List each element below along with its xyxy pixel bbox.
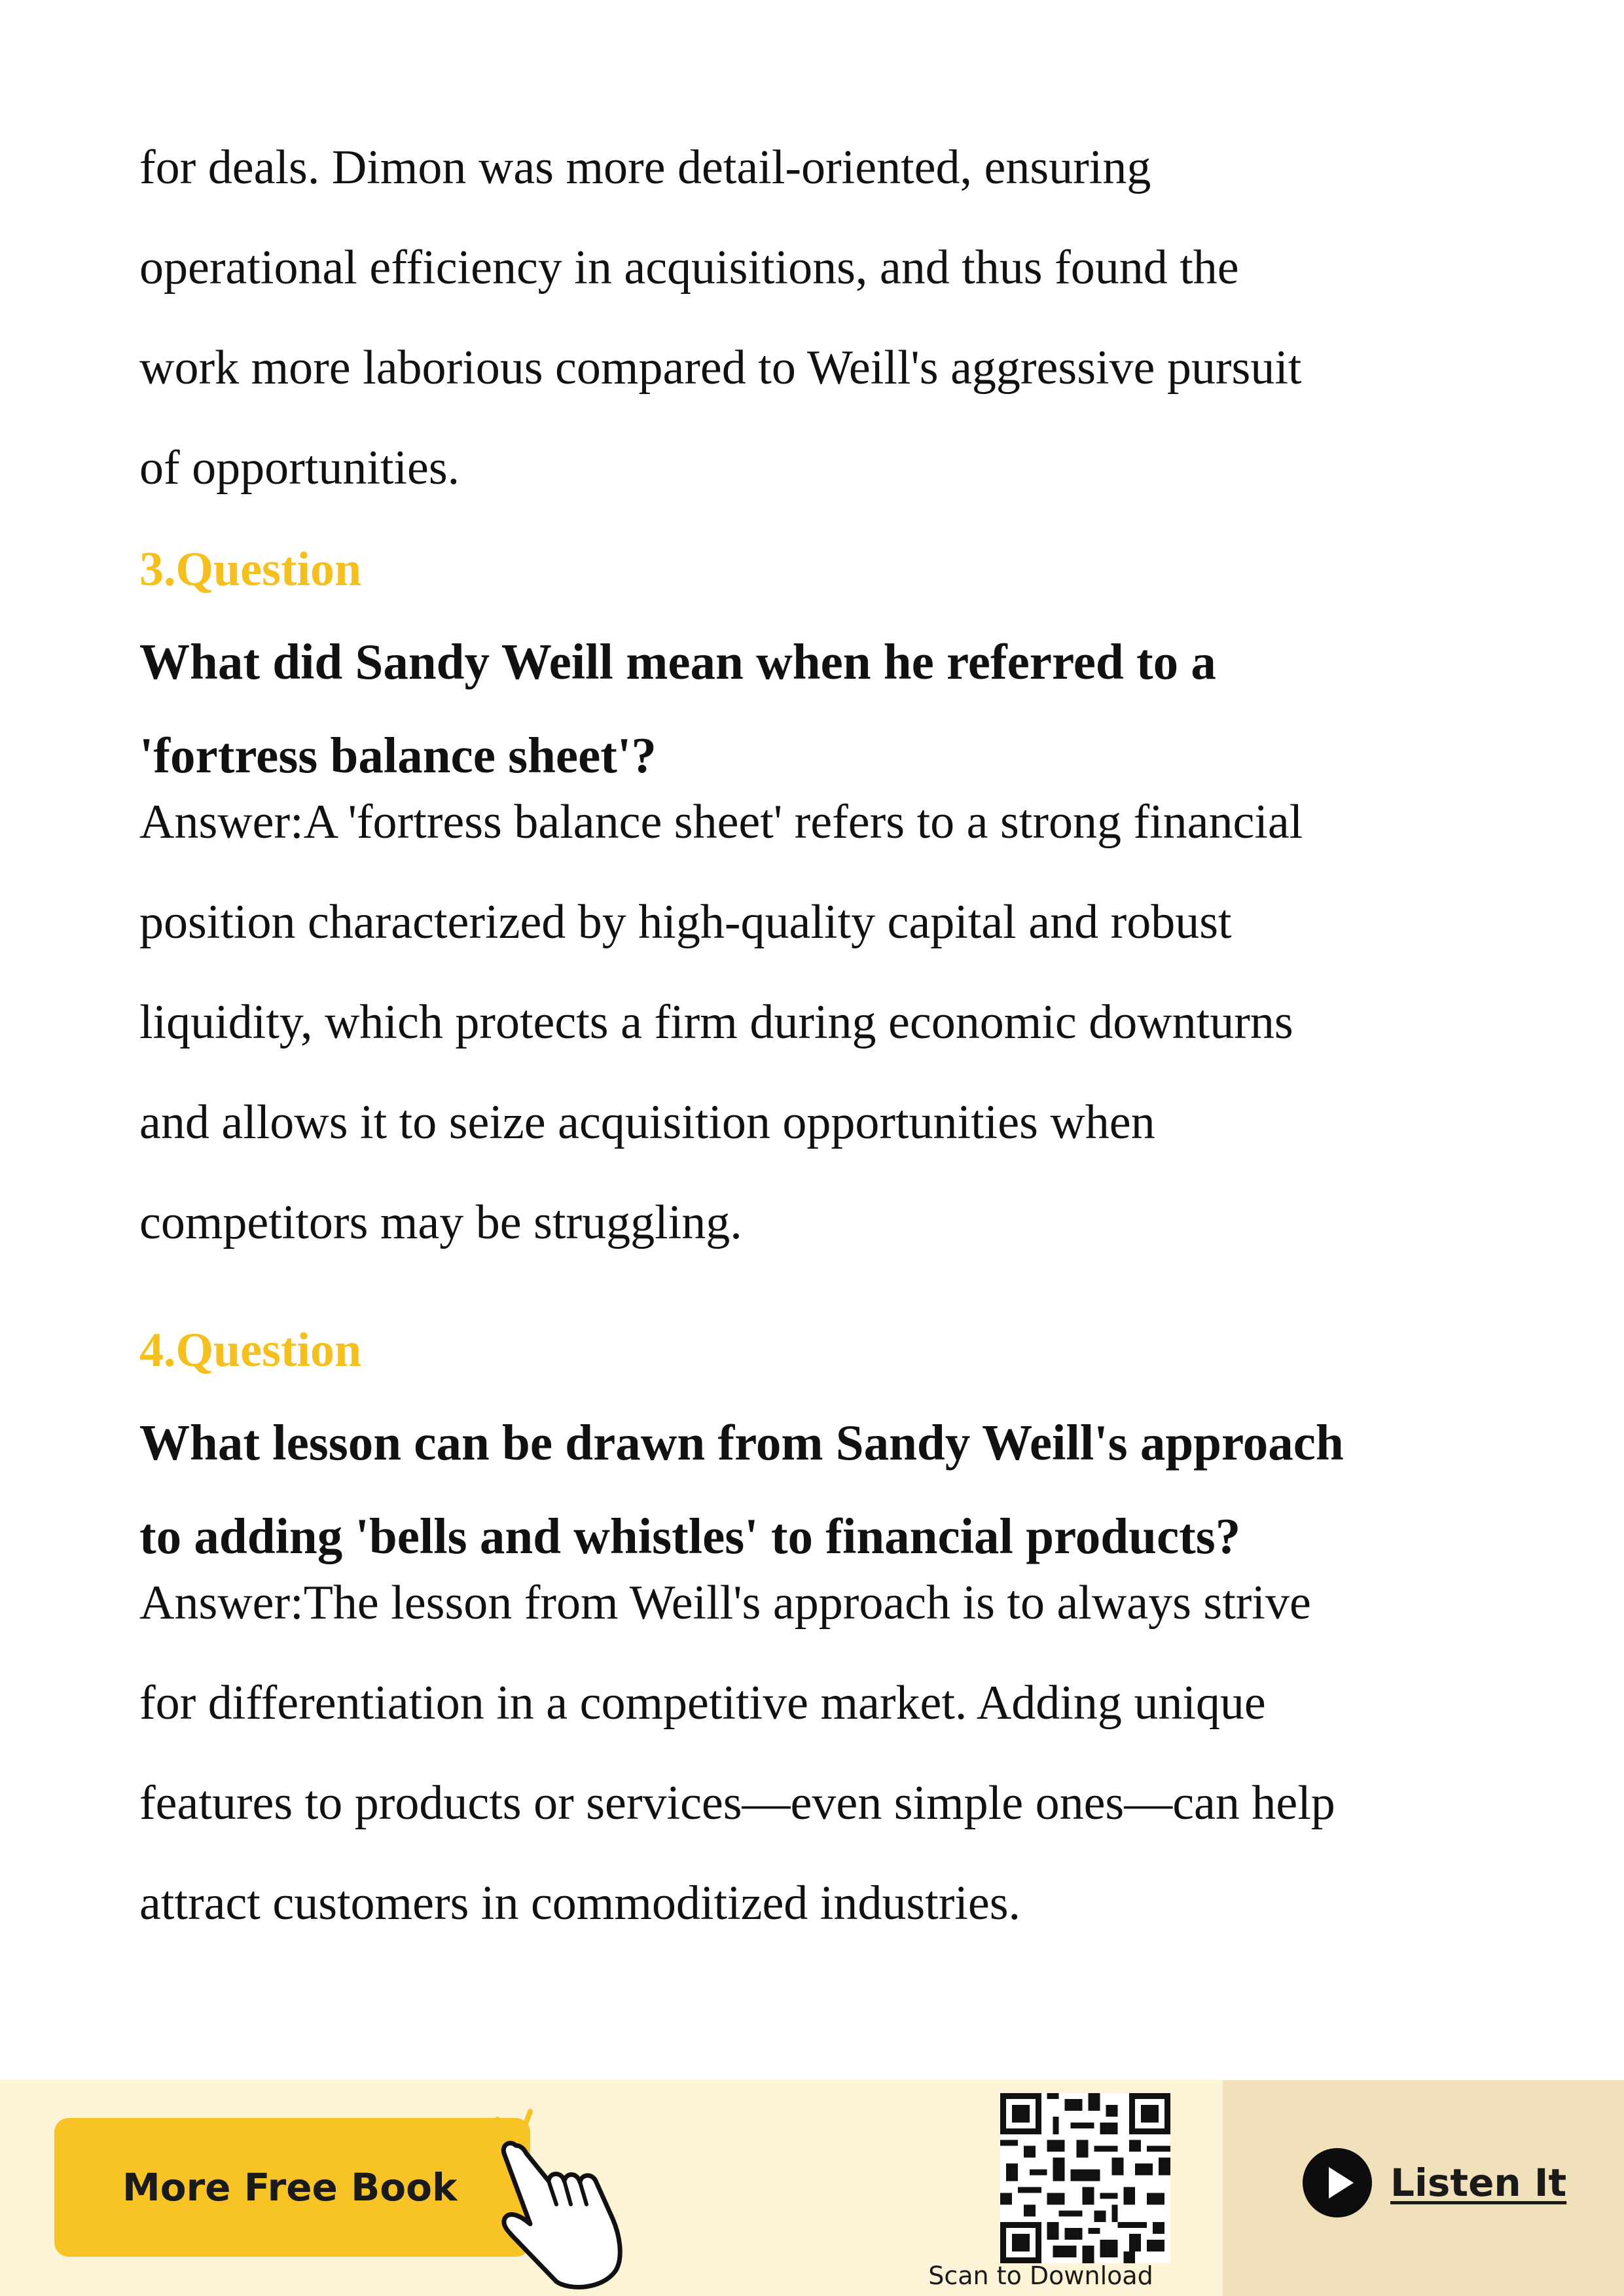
scan-to-download-label: Scan to Download [928, 2261, 1153, 2290]
hand-pointer-icon [458, 2100, 628, 2296]
listen-it-button[interactable] [1303, 2147, 1566, 2219]
text-line: operational efficiency in acquisitions, and thus found the [139, 241, 1239, 295]
question-block-3 [139, 537, 1514, 1273]
question-label: 4.Question [139, 1323, 362, 1377]
answer-line: position characterized by high-quality capital and robust [139, 895, 1232, 949]
answer-line: for differentiation in a competitive market. Adding unique [139, 1676, 1266, 1730]
answer-line: competitors may be struggling. [139, 1196, 742, 1249]
question-text: to adding 'bells and whistles' to financial products? [139, 1508, 1241, 1564]
answer-line: liquidity, which protects a firm during economic downturns [139, 996, 1293, 1049]
question-text: 'fortress balance sheet'? [139, 727, 657, 783]
question-label: 3.Question [139, 543, 362, 596]
question-text: What did Sandy Weill mean when he referred to a [139, 634, 1216, 690]
question-text: What lesson can be drawn from Sandy Weill's approach [139, 1414, 1344, 1471]
answer-line: Answer:A 'fortress balance sheet' refers to a strong financial [139, 795, 1303, 849]
listen-it-label: Listen It [1390, 2161, 1567, 2205]
answer-line: and allows it to seize acquisition opportunities when [139, 1096, 1155, 1149]
answer-line: Answer:The lesson from Weill's approach is to always strive [139, 1576, 1311, 1630]
answer-line: features to products or services—even simple ones—can help [139, 1776, 1335, 1830]
question-block-4 [139, 1318, 1514, 1954]
intro-paragraph [139, 118, 1514, 518]
text-line: of opportunities. [139, 441, 460, 495]
answer-line: attract customers in commoditized industries. [139, 1876, 1021, 1930]
footer-bar [0, 2080, 1624, 2296]
qr-code-icon [1000, 2093, 1170, 2263]
text-line: for deals. Dimon was more detail-oriented, ensuring [139, 141, 1151, 194]
text-line: work more laborious compared to Weill's aggressive pursuit [139, 341, 1302, 395]
play-icon [1303, 2148, 1372, 2217]
more-free-book-label: More Free Book [122, 2165, 458, 2210]
